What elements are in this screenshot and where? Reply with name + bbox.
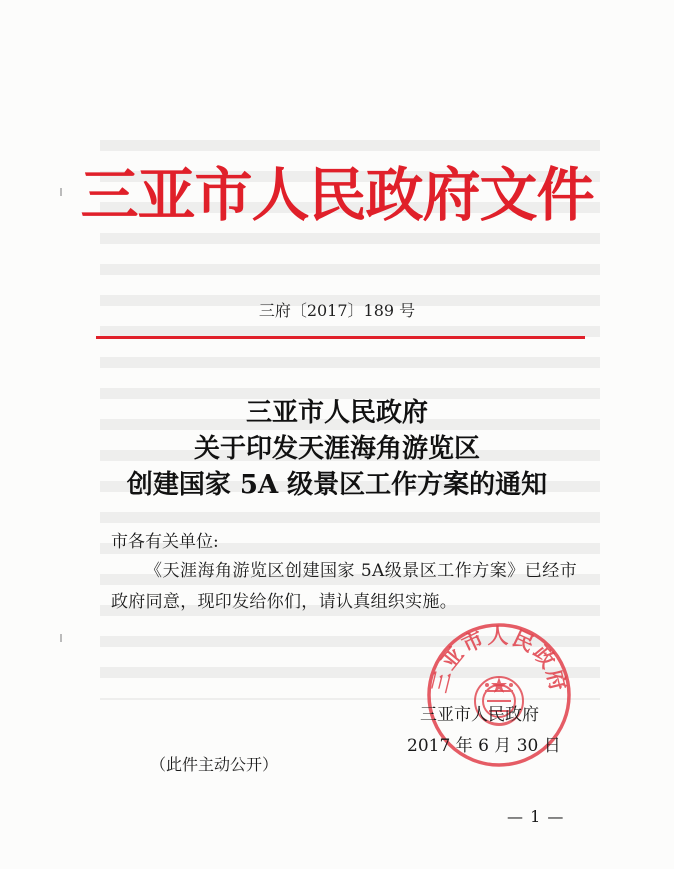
binding-mark	[60, 188, 62, 196]
salutation: 市各有关单位:	[111, 532, 219, 552]
notice-title-line-2: 关于印发天涯海角游览区	[193, 434, 480, 464]
signature-date: 2017 年 6 月 30 日	[407, 736, 561, 756]
svg-text:三亚市人民政府: 三亚市人民政府	[426, 623, 572, 695]
red-divider-line	[96, 336, 585, 339]
body-paragraph: 《天涯海角游览区创建国家 5A级景区工作方案》已经市政府同意，现印发给你们，请认真组织实施。	[111, 561, 577, 612]
binding-mark	[60, 634, 62, 642]
document-number: 三府〔2017〕189 号	[258, 301, 416, 320]
notice-title-line-1: 三亚市人民政府	[245, 398, 428, 428]
page-number: — 1 —	[507, 807, 565, 826]
notice-title-line-3: 创建国家 5A 级景区工作方案的通知	[126, 470, 548, 500]
document-header-title: 三亚市人民政府文件	[80, 161, 594, 229]
public-disclosure-note: （此件主动公开）	[150, 755, 279, 774]
signature-organization: 三亚市人民政府	[420, 705, 539, 725]
